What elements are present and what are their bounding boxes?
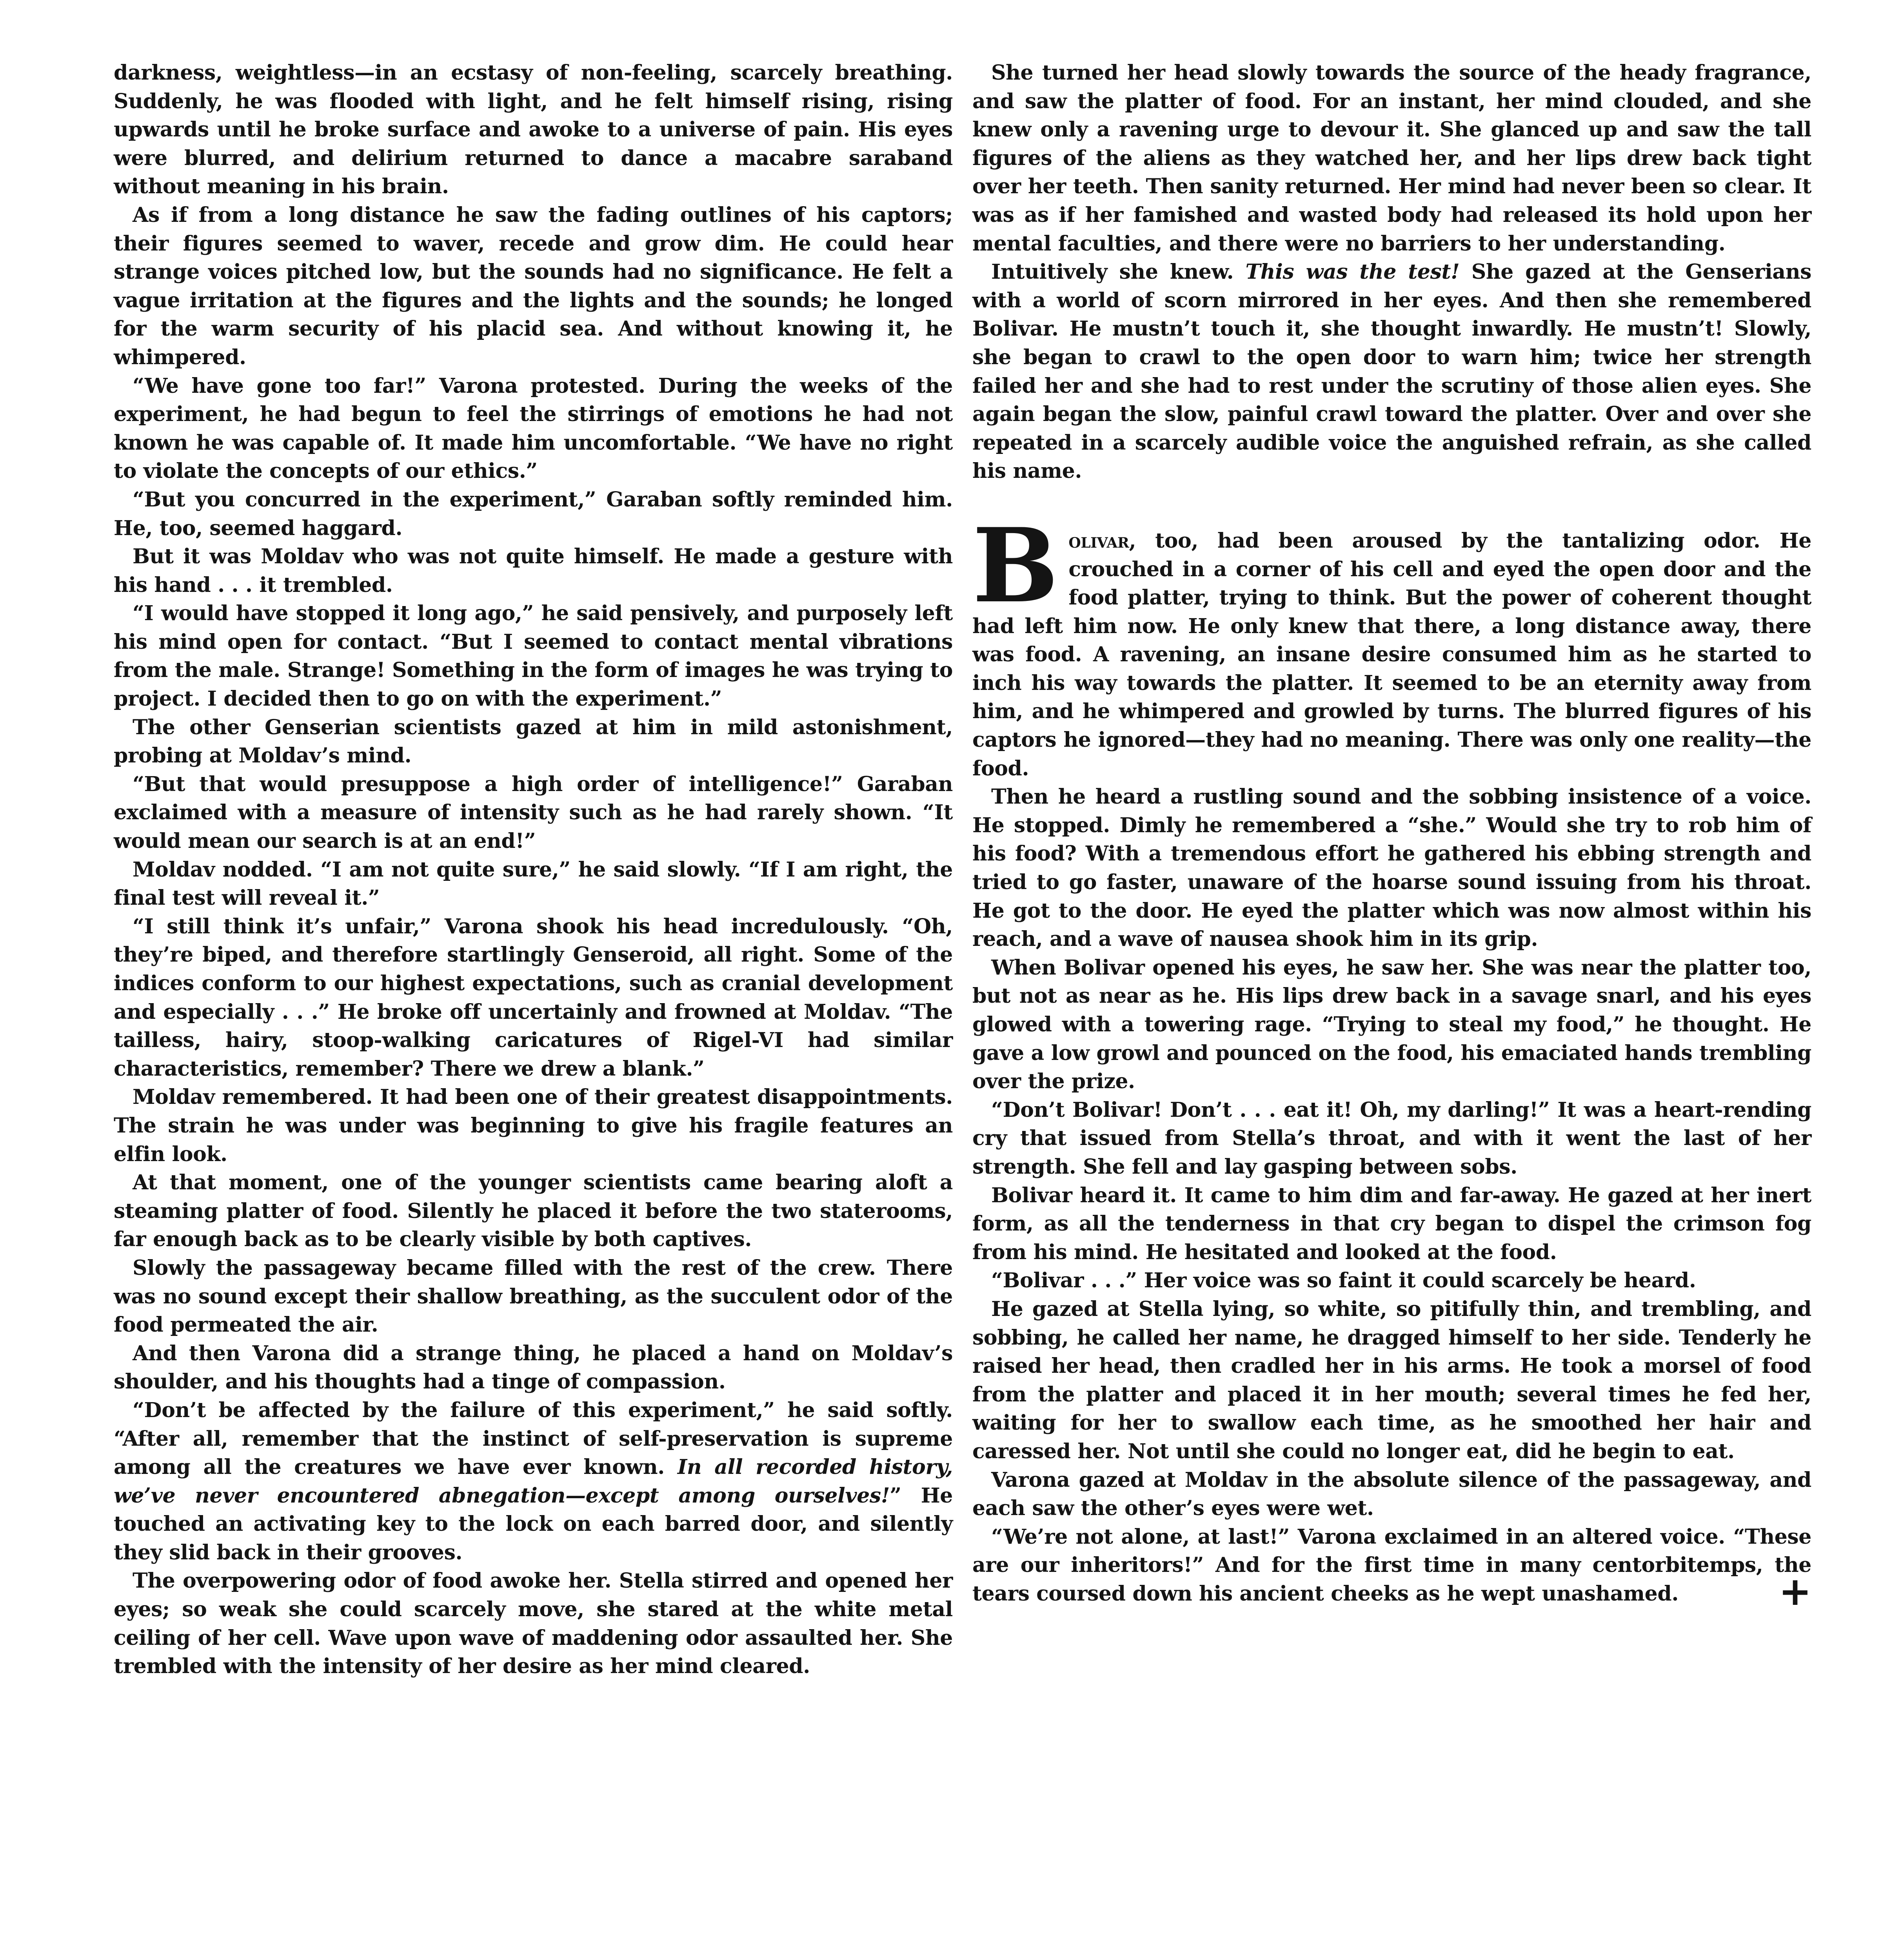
small-caps-lead: olivar bbox=[1068, 528, 1129, 553]
paragraph: “We have gone too far!” Varona protested. During the weeks of the experiment, he had begun to feel the stirrings of emotions he had not known he was capable of. It made him uncomfortable. “We have no right to violate the concepts of our ethics.” bbox=[114, 374, 953, 483]
paragraph: Moldav remembered. It had been one of their greatest disappointments. The strain he was under was beginning to give his fragile features an elfin look. bbox=[114, 1085, 953, 1166]
paragraph: “Bolivar . . .” Her voice was so faint it could scarcely be heard. bbox=[991, 1269, 1696, 1293]
dropcap-rest: , too, had been aroused by the tantalizing odor. He crouched in a corner of his cell and eyed the open door and the food platter, trying to think. But the power of coherent thought had left him now. He only knew that there, a long distance away, there was food. A ravening, an insane desire consumed him as he started to inch his way towards the platter. It seemed to be an eternity away from him, and he whimpered and growled by turns. The blurred figures of his captors he ignored—they had no meaning. There was only one reality—the food. bbox=[972, 528, 1811, 780]
paragraph: “I would have stopped it long ago,” he said pensively, and purposely left his mind open for contact. “But I seemed to contact mental vibrations from the male. Strange! Something in the form of images he was trying to project. I decided then to go on with the experiment.” bbox=[114, 601, 953, 711]
paragraph: The other Genserian scientists gazed at him in mild astonishment, probing at Moldav’s mind. bbox=[114, 715, 953, 768]
paragraph: Varona gazed at Moldav in the absolute silence of the passageway, and each saw the other’s eyes were wet. bbox=[972, 1468, 1811, 1521]
quote-italic: In all recorded history, we’ve never encountered abnegation—except among ourselves! bbox=[114, 1455, 953, 1508]
paragraph: When Bolivar opened his eyes, he saw her. She was near the platter too, but not as near as he. His lips drew back in a savage snarl, and his eyes glowed with a towering rage. “Trying to steal my food,” he thought. He gave a low growl and pounced on the food, his emaciated hands trembling over the prize. bbox=[972, 955, 1811, 1094]
paragraph: Slowly the passageway became filled with the rest of the crew. There was no sound except their shallow breathing, as the succulent odor of the food permeated the air. bbox=[114, 1256, 953, 1337]
text-italic: This was the test! bbox=[1245, 260, 1460, 284]
paragraph: As if from a long distance he saw the fading outlines of his captors; their figures seemed to waver, recede and grow dim. He could hear strange voices pitched low, but the sounds had no significance. He felt a vague irritation at the figures and the lights and the sounds; he longed for the warm security of his placid sea. And without knowing it, he whimpered. bbox=[114, 203, 953, 369]
end-plus-icon: + bbox=[1778, 1568, 1811, 1614]
drop-cap: B bbox=[972, 506, 1059, 626]
paragraph: Then he heard a rustling sound and the sobbing insistence of a voice. He stopped. Dimly he remembered a “she.” Would she try to rob him of his food? With a tremendous effort he gathered his ebbing strength and tried to go faster, unaware of the hoarse sound issuing from his throat. He got to the door. He eyed the platter which was now almost within his reach, and a wave of nausea shook him in its grip. bbox=[972, 785, 1811, 951]
right-column bbox=[972, 59, 1811, 1614]
text-end: She gazed at the Genserians with a world of scorn mirrored in her eyes. And then she remembered Bolivar. He mustn’t touch it, she thought inwardly. He mustn’t! Slowly, she began to crawl to the open door to warn him; twice her strength failed her and she had to rest under the scrutiny of those alien eyes. She again began the slow, painful crawl toward the platter. Over and over she repeated in a scarcely audible voice the anguished refrain, as she called his name. bbox=[972, 260, 1811, 483]
paragraph: The overpowering odor of food awoke her. Stella stirred and opened her eyes; so weak she could scarcely move, she stared at the white metal ceiling of her cell. Wave upon wave of maddening odor assaulted her. She trembled with the intensity of her desire as her mind cleared. bbox=[114, 1569, 953, 1679]
quote-start: “Don’t be affected by the failure of this experiment,” he said softly. “After all, remember that the instinct of self-preservation is supreme among all the creatures we have ever known. bbox=[114, 1398, 953, 1479]
paragraph: “Don’t Bolivar! Don’t . . . eat it! Oh, my darling!” It was a heart-rending cry that issued from Stella’s throat, and with it went the last of her strength. She fell and lay gasping between sobs. bbox=[972, 1098, 1811, 1179]
section-break bbox=[972, 486, 1811, 527]
paragraph: darkness, weightless—in an ecstasy of non-feeling, scarcely breathing. Suddenly, he was flooded with light, and he felt himself rising, rising upwards until he broke surface and awoke to a universe of pain. His eyes were blurred, and delirium returned to dance a macabre saraband without meaning in his brain. bbox=[114, 61, 953, 199]
paragraph: He gazed at Stella lying, so white, so pitifully thin, and trembling, and sobbing, he called her name, he dragged himself to her side. Tenderly he raised her head, then cradled her in his arms. He took a morsel of food from the platter and placed it in her mouth; several times he fed her, waiting for her to swallow each time, as he smoothed her hair and caressed her. Not until she could no longer eat, did he begin to eat. bbox=[972, 1297, 1811, 1463]
paragraph-with-italic bbox=[972, 258, 1811, 486]
final-paragraph bbox=[972, 1523, 1811, 1614]
paragraph: Moldav nodded. “I am not quite sure,” he said slowly. “If I am right, the final test will reveal it.” bbox=[114, 857, 953, 910]
final-text: “We’re not alone, at last!” Varona exclaimed in an altered voice. “These are our inheritors!” And for the first time in many centorbitemps, the tears coursed down his ancient cheeks as he wept unashamed. bbox=[972, 1524, 1811, 1606]
quote-end: ” He touched an activating key to the lock on each barred door, and silently they slid back in their grooves. bbox=[114, 1483, 953, 1564]
paragraph: But it was Moldav who was not quite himself. He made a gesture with his hand . . . it trembled. bbox=[114, 544, 953, 597]
left-column bbox=[114, 59, 953, 1681]
text-start: Intuitively she knew. bbox=[991, 260, 1246, 284]
paragraph: “But that would presuppose a high order of intelligence!” Garaban exclaimed with a measure of intensity such as he had rarely shown. “It would mean our search is at an end!” bbox=[114, 772, 953, 853]
dropcap-paragraph bbox=[972, 506, 1811, 783]
paragraph-with-italic-quote bbox=[114, 1396, 953, 1567]
paragraph: “But you concurred in the experiment,” Garaban softly reminded him. He, too, seemed haggard. bbox=[114, 487, 953, 540]
paragraph: She turned her head slowly towards the source of the heady fragrance, and saw the platter of food. For an instant, her mind clouded, and she knew only a ravening urge to devour it. She glanced up and saw the tall figures of the aliens as they watched her, and her lips drew back tight over her teeth. Then sanity returned. Her mind had never been so clear. It was as if her famished and wasted body had released its hold upon her mental faculties, and there were no barriers to her understanding. bbox=[972, 61, 1811, 256]
paragraph: “I still think it’s unfair,” Varona shook his head incredulously. “Oh, they’re biped, and therefore startlingly Genseroid, all right. Some of the indices conform to our highest expectations, such as cranial development and especially . . .” He broke off uncertainly and frowned at Moldav. “The tailless, hairy, stoop-walking caricatures of Rigel-VI had similar characteristics, remember? There we drew a blank.” bbox=[114, 914, 953, 1081]
paragraph: And then Varona did a strange thing, he placed a hand on Moldav’s shoulder, and his thoughts had a tinge of compassion. bbox=[114, 1341, 953, 1394]
paragraph: At that moment, one of the younger scientists came bearing aloft a steaming platter of food. Silently he placed it before the two staterooms, far enough back as to be clearly visible by both captives. bbox=[114, 1171, 953, 1252]
paragraph: Bolivar heard it. It came to him dim and far-away. He gazed at her inert form, as all the tenderness in that cry began to dispel the crimson fog from his mind. He hesitated and looked at the food. bbox=[972, 1183, 1811, 1264]
